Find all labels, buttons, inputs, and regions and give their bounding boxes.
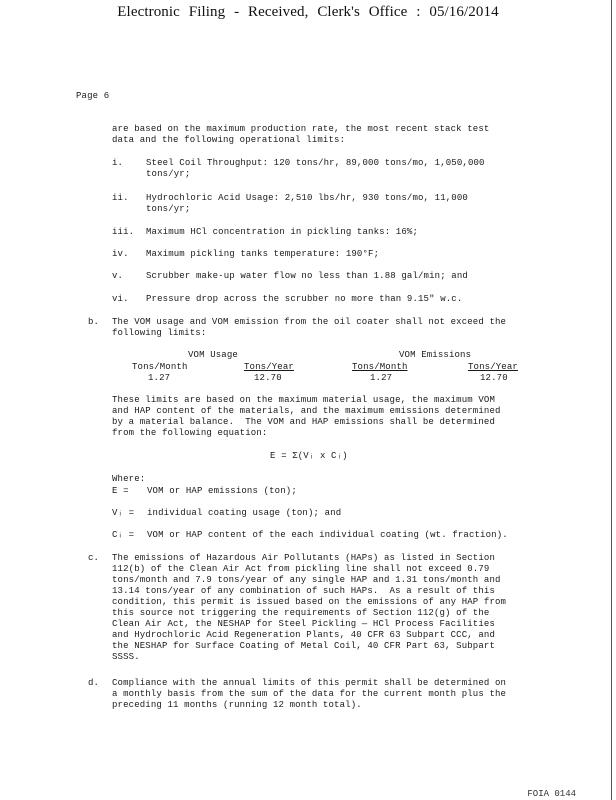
limits-paragraph-line: These limits are based on the maximum material usage, the maximum VOM	[112, 395, 496, 405]
limit-text: Steel Coil Throughput: 120 tons/hr, 89,000 tons/mo, 1,050,000	[146, 158, 485, 168]
definition-symbol: Vᵢ =	[112, 508, 135, 518]
item-c-line: The emissions of Hazardous Air Pollutants (HAPs) as listed in Section	[112, 553, 496, 563]
item-d-line: a monthly basis from the sum of the data for the current month plus the	[112, 689, 507, 699]
scan-edge-line	[611, 0, 612, 800]
table-cell: 12.70	[254, 373, 282, 383]
item-b-line: The VOM usage and VOM emission from the oil coater shall not exceed the	[112, 317, 507, 327]
limit-text: Hydrochloric Acid Usage: 2,510 lbs/hr, 930 tons/mo, 11,000	[146, 193, 468, 203]
item-c-label: c.	[88, 553, 100, 563]
limit-text: tons/yr;	[146, 204, 191, 214]
table-group-vom-usage: VOM Usage	[188, 350, 238, 360]
table-cell: 1.27	[148, 373, 171, 383]
limit-text: tons/yr;	[146, 169, 191, 179]
table-header: Tons/Year	[468, 362, 518, 372]
limit-num: vi.	[112, 294, 129, 304]
limit-num: iii.	[112, 227, 135, 237]
limit-text: Maximum pickling tanks temperature: 190°F;	[146, 249, 380, 259]
limits-paragraph-line: and HAP content of the materials, and the maximum emissions determined	[112, 406, 501, 416]
item-c-line: Clean Air Act, the NESHAP for Steel Pickling — HCl Process Facilities	[112, 619, 496, 629]
intro-line-1: are based on the maximum production rate, the most recent stack test	[112, 124, 490, 134]
definition-symbol: Cᵢ =	[112, 530, 135, 540]
item-b-line: following limits:	[112, 328, 207, 338]
page-number: Page 6	[76, 91, 110, 101]
limits-paragraph-line: from the following equation:	[112, 428, 268, 438]
table-cell: 1.27	[370, 373, 393, 383]
limit-text: Pressure drop across the scrubber no more than 9.15" w.c.	[146, 294, 463, 304]
item-c-line: tons/month and 7.9 tons/year of any single HAP and 1.31 tons/month and	[112, 575, 501, 585]
table-header: Tons/Month	[132, 362, 188, 372]
table-group-vom-emissions: VOM Emissions	[399, 350, 472, 360]
item-d-line: preceding 11 months (running 12 month total).	[112, 700, 362, 710]
item-d-label: d.	[88, 678, 100, 688]
limit-num: ii.	[112, 193, 129, 203]
definition-text: VOM or HAP emissions (ton);	[147, 486, 297, 496]
item-c-line: 13.14 tons/year of any combination of such HAPs. As a result of this	[112, 586, 496, 596]
item-c-line: SSSS.	[112, 652, 140, 662]
foia-footer: FOIA 0144	[527, 789, 576, 799]
item-c-line: and Hydrochloric Acid Regeneration Plants, 40 CFR 63 Subpart CCC, and	[112, 630, 496, 640]
item-c-line: condition, this permit is issued based on the emissions of any HAP from	[112, 597, 507, 607]
item-c-line: this source not triggering the requirements of Section 112(g) of the	[112, 608, 490, 618]
emissions-equation: E = Σ(Vᵢ x Cᵢ)	[270, 451, 348, 461]
item-c-line: 112(b) of the Clean Air Act from pickling line shall not exceed 0.79	[112, 564, 490, 574]
limit-text: Scrubber make-up water flow no less than 1.88 gal/min; and	[146, 271, 468, 281]
definition-text: individual coating usage (ton); and	[147, 508, 342, 518]
filing-header: Electronic Filing - Received, Clerk's Office : 05/16/2014	[117, 4, 499, 20]
table-cell: 12.70	[480, 373, 508, 383]
limit-text: Maximum HCl concentration in pickling tanks: 16%;	[146, 227, 418, 237]
item-d-line: Compliance with the annual limits of this permit shall be determined on	[112, 678, 507, 688]
limit-num: i.	[112, 158, 124, 168]
table-header: Tons/Year	[244, 362, 294, 372]
item-b-label: b.	[88, 317, 100, 327]
limit-num: iv.	[112, 249, 129, 259]
limits-paragraph-line: by a material balance. The VOM and HAP emissions shall be determined	[112, 417, 496, 427]
definition-symbol: E =	[112, 486, 129, 496]
item-c-line: the NESHAP for Surface Coating of Metal Coil, 40 CFR Part 63, Subpart	[112, 641, 496, 651]
table-header: Tons/Month	[352, 362, 408, 372]
definition-text: VOM or HAP content of the each individual coating (wt. fraction).	[147, 530, 508, 540]
where-label: Where:	[112, 474, 146, 484]
limit-num: v.	[112, 271, 124, 281]
intro-line-2: data and the following operational limits:	[112, 135, 346, 145]
